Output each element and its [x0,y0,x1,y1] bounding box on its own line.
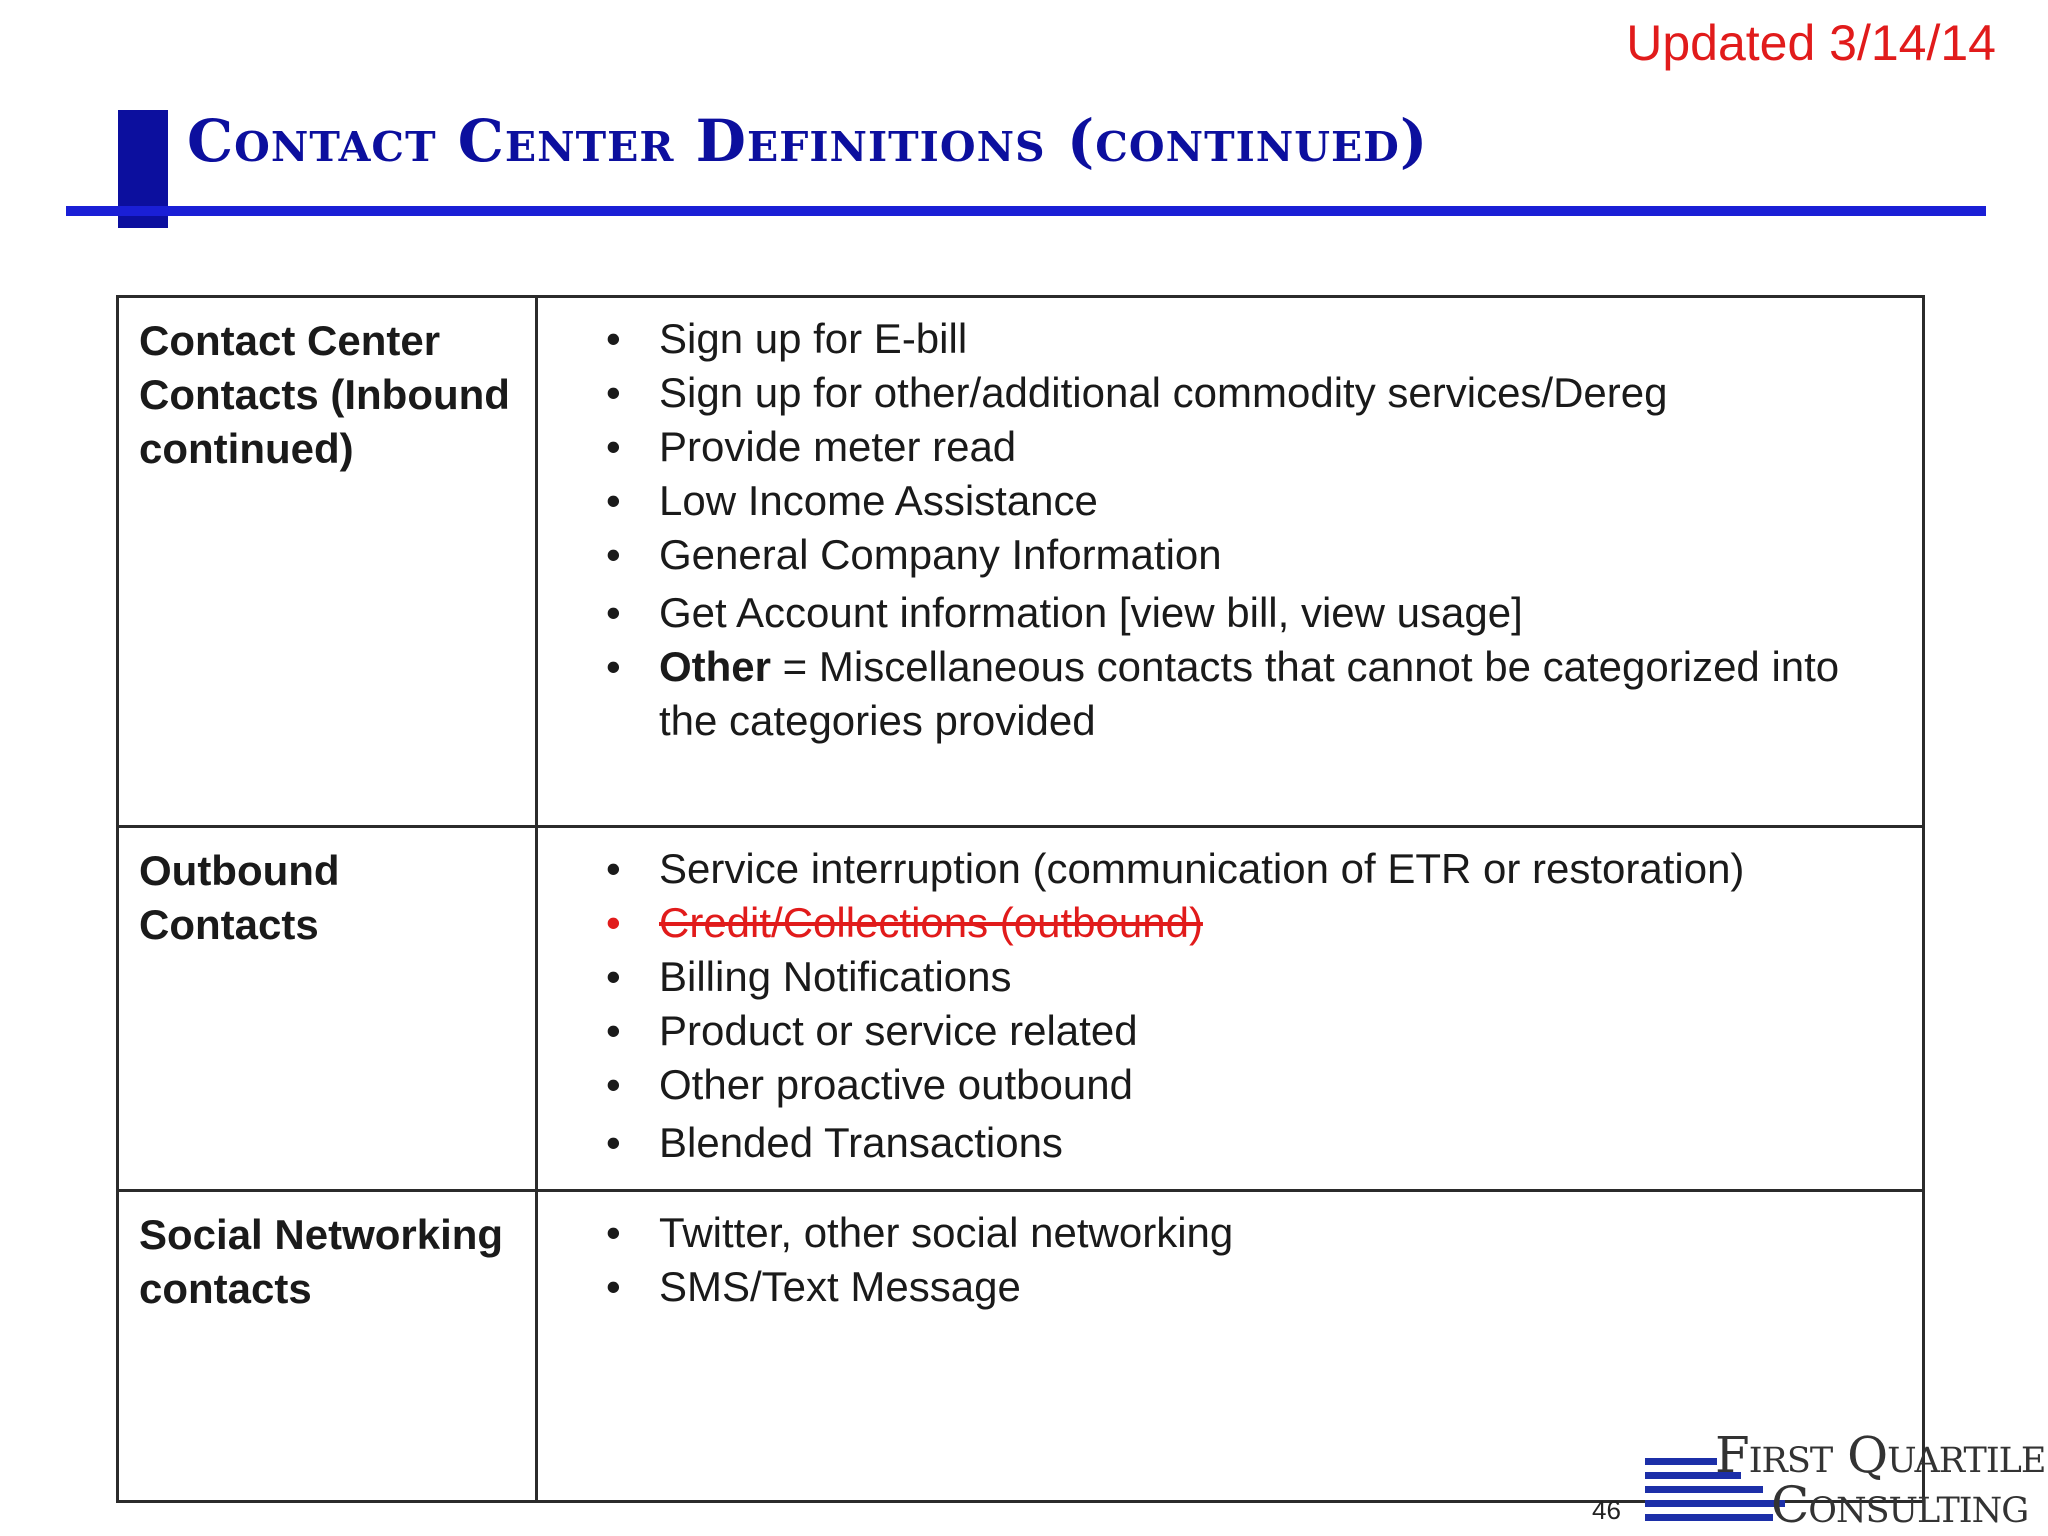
list-item: • Other proactive outbound [538,1058,1902,1112]
category-cell: Social Networking contacts [118,1191,537,1502]
updated-date: Updated 3/14/14 [1626,15,1996,71]
bullet-icon: • [606,531,621,578]
table-row [118,297,1924,827]
list-item: • Blended Transactions [538,1116,1902,1170]
slide-title: Contact Center Definitions (continued) [187,107,1429,175]
bullet-icon: • [606,845,621,892]
list-item: • Twitter, other social networking [538,1206,1902,1260]
items-cell [537,297,1924,827]
company-logo [1645,1426,2046,1534]
bullet-icon: • [606,1209,621,1256]
category-cell: Outbound Contacts [118,827,537,1191]
list-item: • Sign up for other/additional commodity services/Dereg [538,366,1902,420]
bullet-icon: • [606,477,621,524]
list-item: • Sign up for E-bill [538,312,1902,366]
category-cell: Contact Center Contacts (Inbound continued) [118,297,537,827]
list-item: • Other = Miscellaneous contacts that cannot be categorized into the categories provided [538,640,1902,748]
bullet-icon: • [606,643,621,690]
bullet-list [538,312,1902,748]
list-item: • Product or service related [538,1004,1902,1058]
list-item-struck: • Credit/Collections (outbound) [538,896,1902,950]
bullet-icon: • [606,315,621,362]
bullet-icon: • [606,589,621,636]
bullet-icon: • [606,953,621,1000]
bullet-icon: • [606,1061,621,1108]
definitions-table [116,295,1925,1503]
bullet-icon: • [606,369,621,416]
list-item: • Low Income Assistance [538,474,1902,528]
bullet-icon: • [606,1263,621,1310]
bullet-icon: • [606,1119,621,1166]
bullet-icon: • [606,1007,621,1054]
bullet-icon: • [606,899,621,946]
bullet-list [538,1206,1902,1314]
list-item: • Provide meter read [538,420,1902,474]
list-item: • Service interruption (communication of ETR or restoration) [538,842,1902,896]
logo-line-1: First Quartile [1715,1426,2046,1484]
logo-line-2: Consulting [1771,1476,2029,1534]
page-number: 46 [1592,1495,1621,1525]
list-item: • SMS/Text Message [538,1260,1902,1314]
bullet-icon: • [606,423,621,470]
table-row [118,827,1924,1191]
bullet-list [538,842,1902,1170]
list-item: • Billing Notifications [538,950,1902,1004]
items-cell [537,827,1924,1191]
list-item: • Get Account information [view bill, view usage] [538,586,1902,640]
title-underline-rule [66,206,1986,216]
other-term: Other [659,643,772,690]
list-item: • General Company Information [538,528,1902,582]
